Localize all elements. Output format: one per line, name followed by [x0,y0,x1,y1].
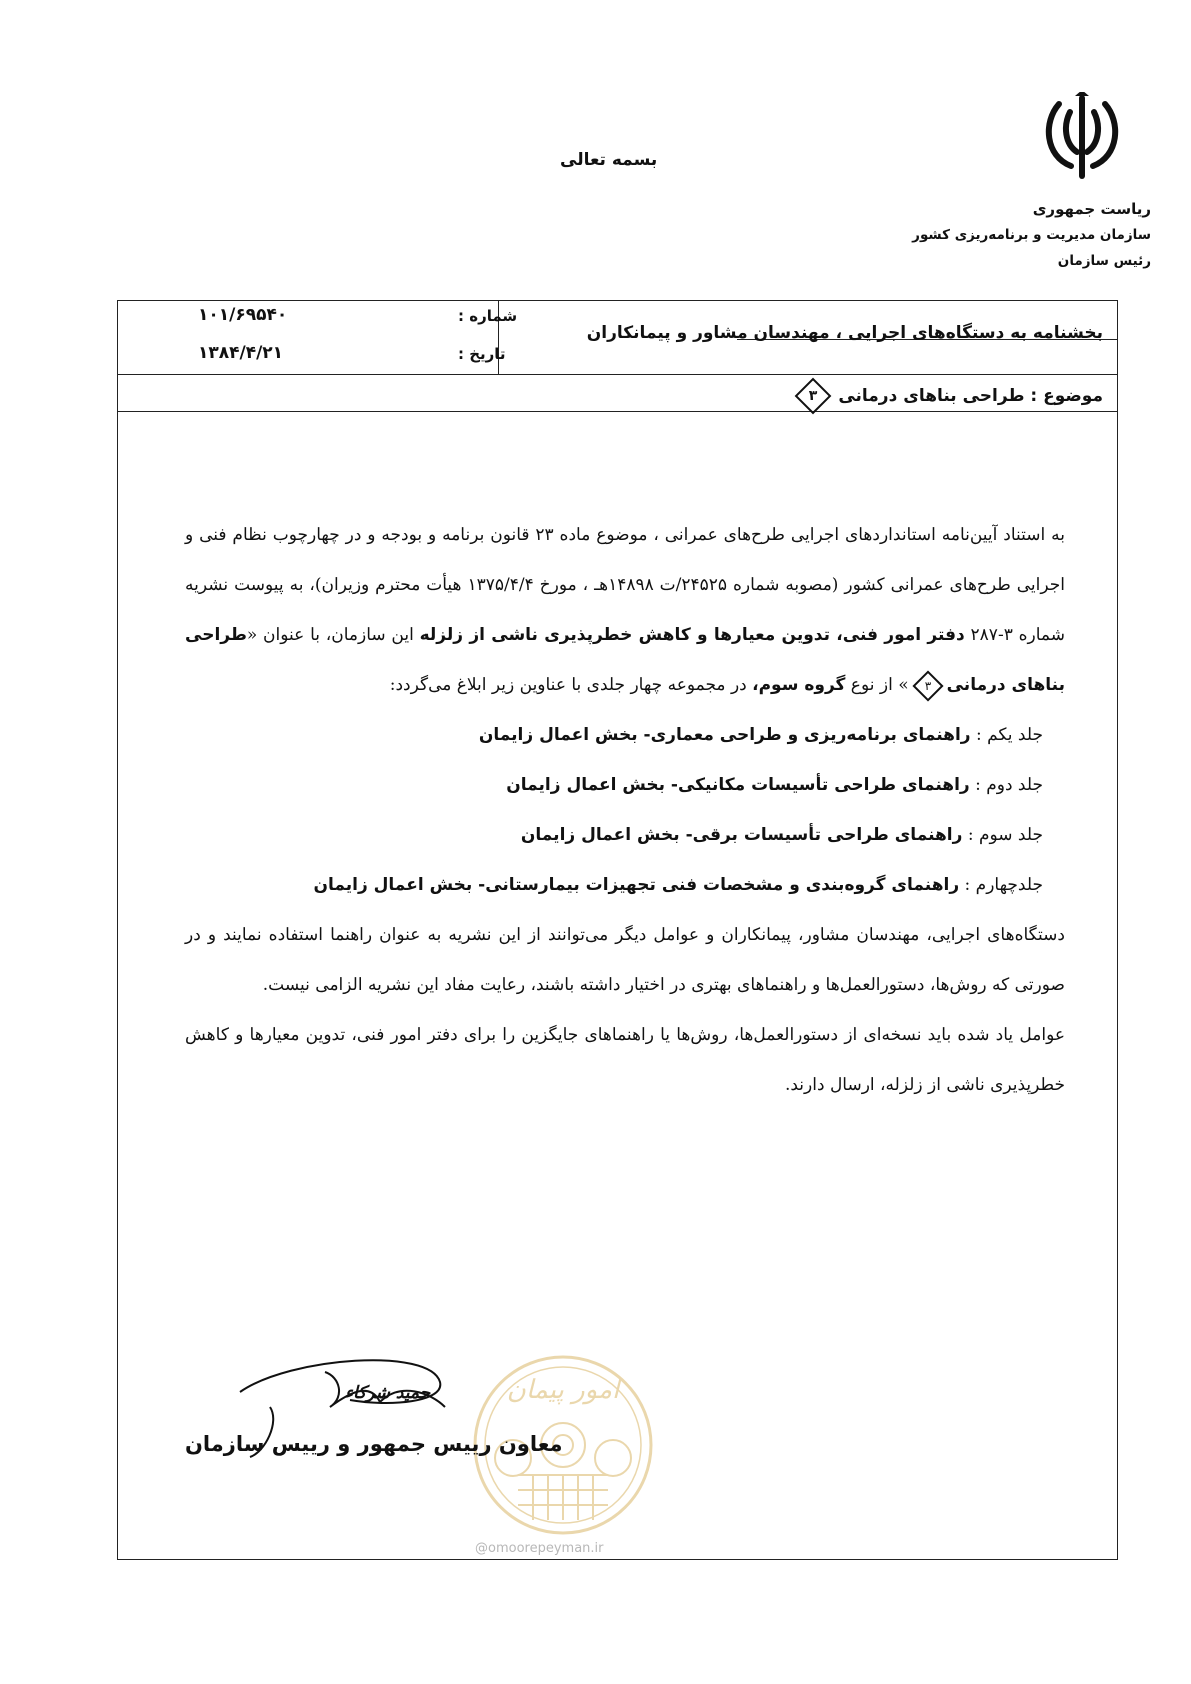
website-watermark: @omoorepeyman.ir [475,1541,604,1556]
issuer-line-organization: سازمان مدیریت و برنامه‌ریزی کشور [912,227,1151,243]
body-paragraph-3: عوامل یاد شده باید نسخه‌ای از دستورالعمل‌ها، روش‌ها یا راهنماهای جایگزین را برای دفتر امور فنی، تدوین معیارها و کاهش خطرپذیری ناشی از زلزله، ارسال دارند. [185,1025,1065,1095]
volume-4-label: جلدچهارم : [959,875,1043,895]
subject-text: موضوع : طراحی بناهای درمانی [838,386,1103,406]
volume-2-title: راهنمای طراحی تأسیسات مکانیکی- بخش اعمال زایمان [506,775,970,795]
bismillah-heading: بسمه تعالی [560,150,658,170]
volume-1 [185,710,1065,760]
signatory-title: معاون رییس جمهور و رییس سازمان [185,1432,563,1456]
letter-body [185,510,1065,1110]
volume-3-label: جلد سوم : [962,825,1043,845]
stamp-text: امور پیمان [506,1375,620,1405]
p1-part-diamond [912,670,943,701]
subject-part-number: ۳ [809,388,818,404]
p1-part-number: ۳ [924,678,931,693]
date-label: تاریخ : [458,345,506,363]
signatory-name: حمید شرکاء [345,1383,431,1403]
subject-part-diamond [795,378,832,415]
p1-office-name: دفتر امور فنی، تدوین معیارها و کاهش خطرپذیری ناشی از زلزله [419,625,965,645]
date-value: ۱۳۸۴/۴/۲۱ [198,343,284,363]
volume-1-title: راهنمای برنامه‌ریزی و طراحی معماری- بخش اعمال زایمان [478,725,971,745]
number-value: ۱۰۱/۶۹۵۴۰ [198,305,288,325]
number-label: شماره : [458,307,518,325]
body-paragraph-2: دستگاه‌های اجرایی، مهندسان مشاور، پیمانکاران و عوامل دیگر می‌توانند از این نشریه به عنوان راهنما استفاده نمایند و در صورتی که روش‌ها، دستورالعمل‌ها و راهنماهای بهتری در اختیار داشته باشند، رعایت مفاد این نشریه الزامی نیست. [185,925,1065,995]
volume-2-label: جلد دوم : [969,775,1043,795]
volume-2 [185,760,1065,810]
p1-text-c: » از نوع [845,675,909,695]
p1-text-a: به استناد آیین‌نامه استانداردهای اجرایی طرح‌های عمرانی ، موضوع ماده ۲۳ قانون برنامه و بودجه و در چهارچوب نظام فنی و اجرایی طرح‌های عمرانی کشور (مصوبه شماره ۲۴۵۲۵/ت ۱۴۸۹۸هـ ، مورخ ۱۳۷۵/۴/۴ هیأت محترم وزیران)، به پیوست نشریه شماره ۳-۲۸۷ [185,525,1065,645]
issuer-block [851,196,1151,274]
volume-3 [185,810,1065,860]
volume-3-title: راهنمای طراحی تأسیسات برقی- بخش اعمال زایمان [520,825,963,845]
p1-text-b: این سازمان، با عنوان « [246,625,420,645]
divider-subject-body [118,411,1117,412]
volume-4-title: راهنمای گروه‌بندی و مشخصات فنی تجهیزات بیمارستانی- بخش اعمال زایمان [313,875,960,895]
divider-header-subject [118,374,1117,375]
body-paragraph-1 [185,510,1065,710]
p1-publication-title: طراحی بناهای درمانی [185,625,1065,695]
emblem-logo [1037,92,1127,180]
volume-4 [185,860,1065,910]
volume-1-label: جلد یکم : [970,725,1043,745]
issuer-line-presidency: ریاست جمهوری [1032,200,1151,218]
issuer-line-head: رئیس سازمان [1057,253,1151,269]
p1-text-d: در مجموعه چهار جلدی با عناوین زیر ابلاغ می‌گردد: [389,675,753,695]
recipients-line: بخشنامه به دستگاه‌های اجرایی ، مهندسان مشاور و پیمانکاران [586,323,1103,343]
subject-line [794,383,1103,409]
p1-group-three: گروه سوم، [752,675,846,695]
